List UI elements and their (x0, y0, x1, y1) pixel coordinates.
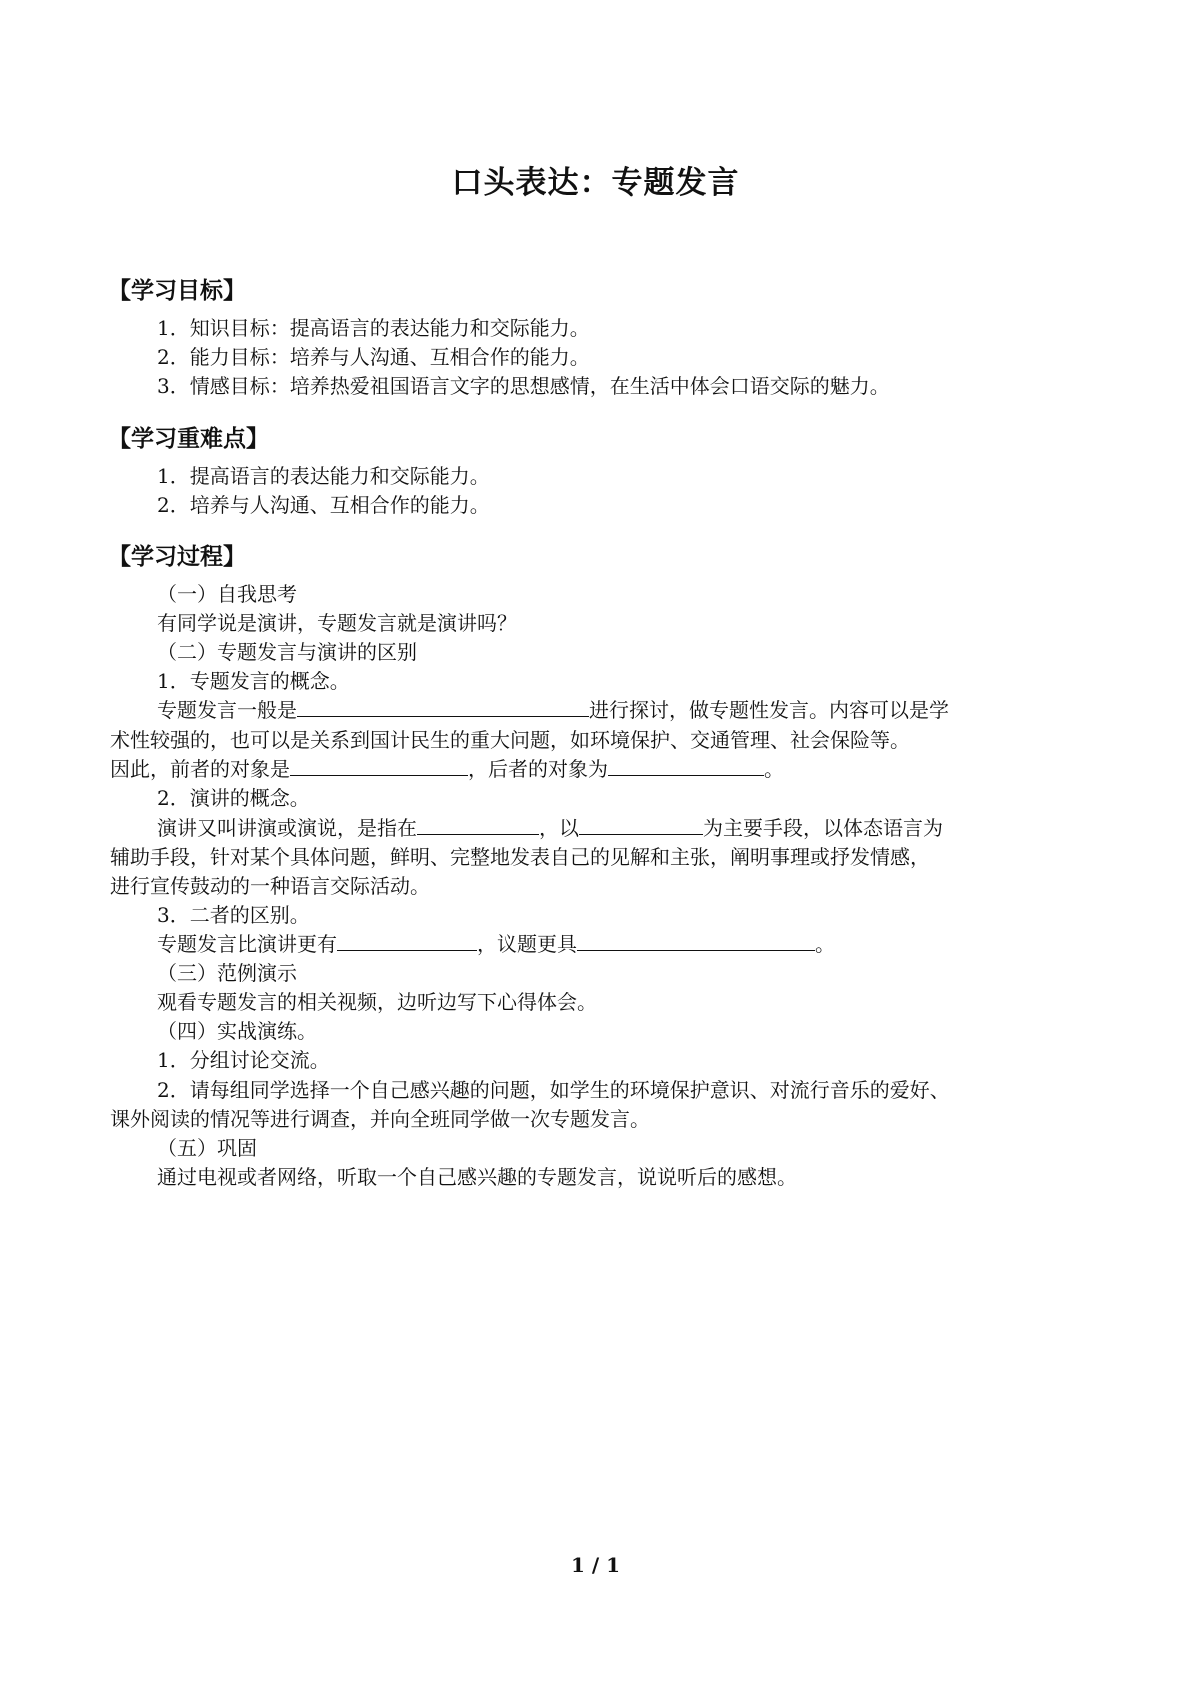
part4-item2-line2: 课外阅读的情况等进行调查，并向全班同学做一次专题发言。 (110, 1107, 650, 1131)
concept2-text-a: 演讲又叫讲演或演说，是指在 (157, 816, 417, 840)
concept1-line3 (110, 755, 784, 783)
concept1-text-b: 进行探讨，做专题性发言。内容可以是学 (589, 698, 949, 722)
concept1-title: 1．专题发言的概念。 (157, 669, 350, 693)
concept3-text-c: 。 (815, 932, 835, 956)
part3-title: （三）范例演示 (157, 961, 297, 985)
objectives-heading: 【学习目标】 (108, 278, 246, 304)
part4-title: （四）实战演练。 (157, 1019, 317, 1043)
process-heading: 【学习过程】 (108, 544, 246, 570)
part1-title: （一）自我思考 (157, 582, 297, 606)
objective-item: 1．知识目标：提高语言的表达能力和交际能力。 (157, 316, 590, 340)
part2-title: （二）专题发言与演讲的区别 (157, 640, 417, 664)
part5-title: （五）巩固 (157, 1136, 257, 1160)
key-point-item: 1．提高语言的表达能力和交际能力。 (157, 464, 490, 488)
part3-text: 观看专题发言的相关视频，边听边写下心得体会。 (157, 990, 597, 1014)
concept1-text-a: 专题发言一般是 (157, 698, 297, 722)
part4-item1: 1．分组讨论交流。 (157, 1048, 330, 1072)
concept3-line (157, 930, 835, 958)
concept1-line2: 术性较强的，也可以是关系到国计民生的重大问题，如环境保护、交通管理、社会保险等。 (110, 728, 910, 752)
objective-item: 3．情感目标：培养热爱祖国语言文字的思想感情，在生活中体会口语交际的魅力。 (157, 374, 890, 398)
concept2-text-b: ，以 (539, 816, 579, 840)
objective-item: 2．能力目标：培养与人沟通、互相合作的能力。 (157, 345, 590, 369)
concept1-text-c: 因此，前者的对象是 (110, 757, 290, 781)
fill-in-blank[interactable] (417, 814, 539, 835)
concept3-text-b: ，议题更具 (477, 932, 577, 956)
concept2-title: 2．演讲的概念。 (157, 786, 310, 810)
part5-text: 通过电视或者网络，听取一个自己感兴趣的专题发言，说说听后的感想。 (157, 1165, 797, 1189)
concept2-text-c: 为主要手段，以体态语言为 (703, 816, 943, 840)
concept2-line1 (157, 814, 943, 842)
concept1-text-e: 。 (764, 757, 784, 781)
key-points-heading: 【学习重难点】 (108, 426, 269, 452)
fill-in-blank[interactable] (577, 930, 815, 951)
page-number: 1 / 1 (570, 1553, 621, 1577)
key-point-item: 2．培养与人沟通、互相合作的能力。 (157, 493, 490, 517)
part4-item2-line1: 2．请每组同学选择一个自己感兴趣的问题，如学生的环境保护意识、对流行音乐的爱好、 (157, 1078, 950, 1102)
concept2-line3: 进行宣传鼓动的一种语言交际活动。 (110, 874, 430, 898)
concept1-line1 (157, 696, 949, 724)
concept1-text-d: ，后者的对象为 (468, 757, 608, 781)
fill-in-blank[interactable] (608, 755, 764, 776)
fill-in-blank[interactable] (297, 696, 589, 717)
concept3-text-a: 专题发言比演讲更有 (157, 932, 337, 956)
fill-in-blank[interactable] (579, 814, 703, 835)
concept3-title: 3．二者的区别。 (157, 903, 310, 927)
part1-text: 有同学说是演讲，专题发言就是演讲吗？ (157, 611, 517, 635)
fill-in-blank[interactable] (337, 930, 477, 951)
fill-in-blank[interactable] (290, 755, 468, 776)
concept2-line2: 辅助手段，针对某个具体问题，鲜明、完整地发表自己的见解和主张，阐明事理或抒发情感， (110, 845, 930, 869)
page-title: 口头表达：专题发言 (451, 165, 740, 201)
